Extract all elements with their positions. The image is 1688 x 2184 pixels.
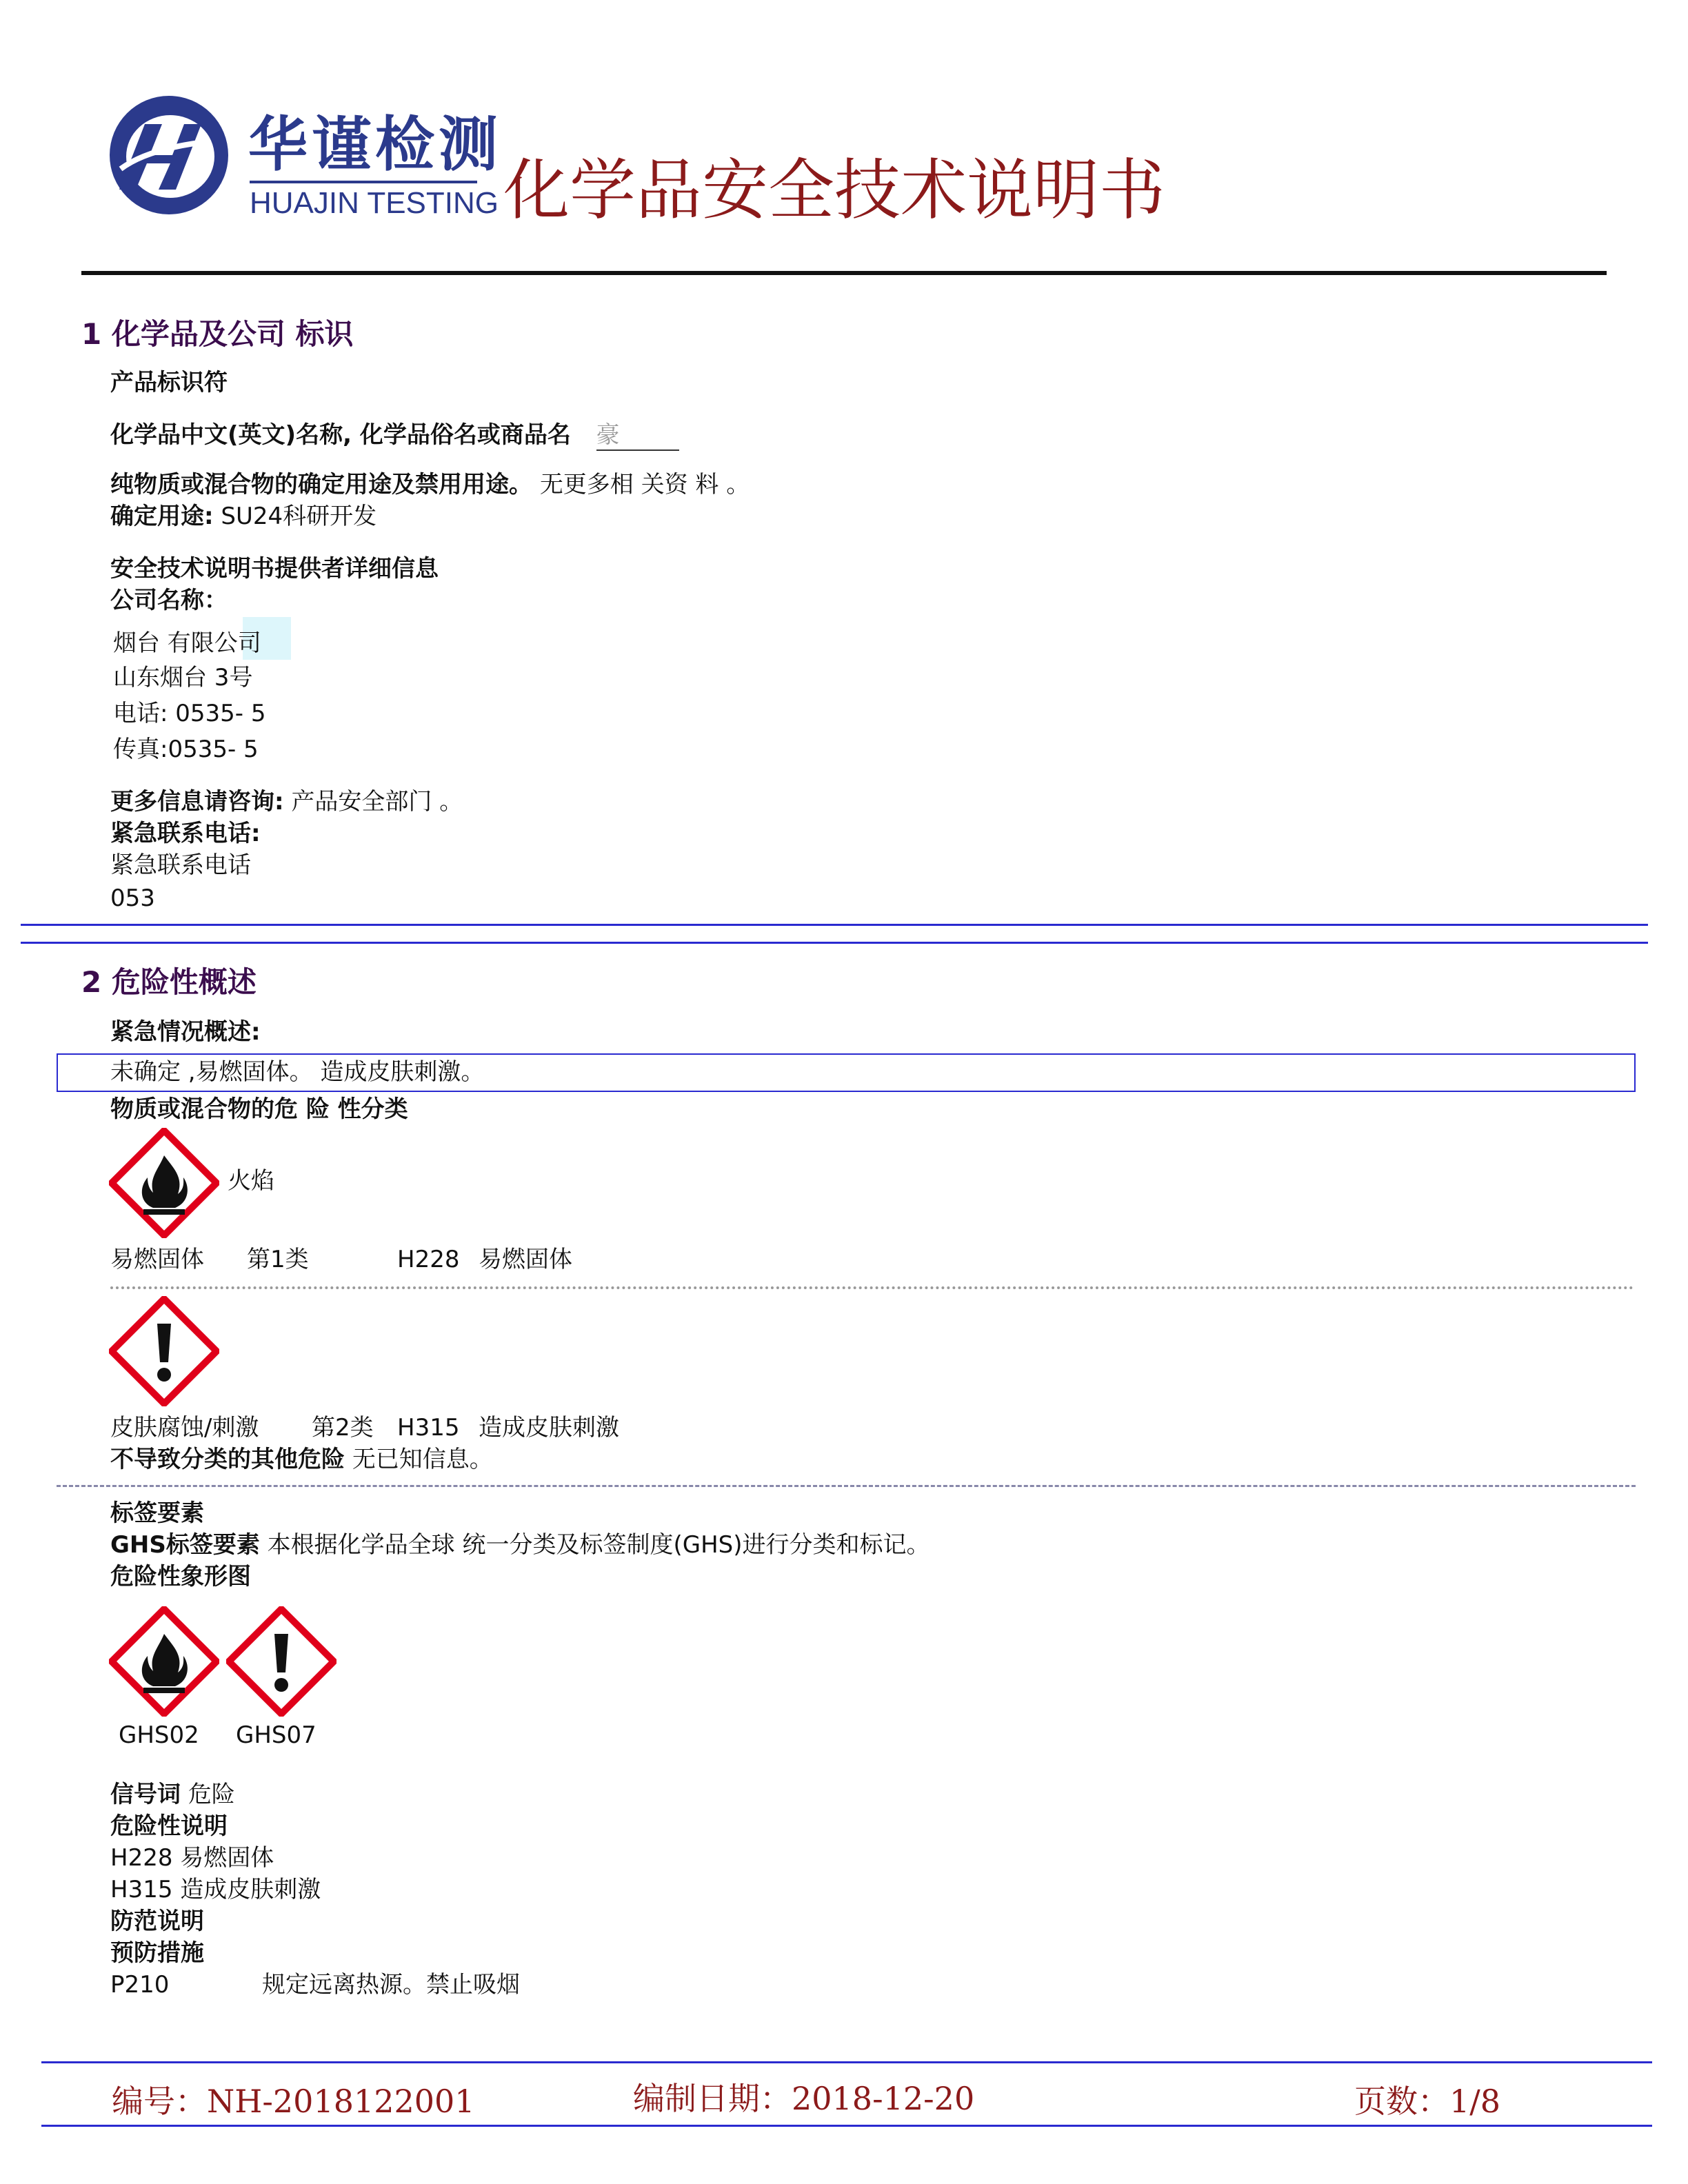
emergency-text: 紧急联系电话 — [110, 851, 251, 879]
section-divider-top — [21, 924, 1648, 926]
ghs-value: 本根据化学品全球 统一分类及标签制度(GHS)进行分类和标记。 — [267, 1531, 930, 1559]
logo-divider — [250, 181, 477, 183]
more-info-row — [110, 787, 463, 816]
section-2-title: 2 危险性概述 — [81, 965, 257, 999]
product-name-label: 化学品中文(英文)名称, 化学品俗名或商品名 — [110, 421, 571, 449]
company-fax: 传真:0535- 5 — [113, 736, 259, 763]
class2-category: 第2类 — [312, 1414, 374, 1442]
precaution-text: 规定远离热源。禁止吸烟 — [262, 1971, 520, 1999]
prevention-label: 预防措施 — [110, 1939, 204, 1967]
company-label: 公司名称： — [110, 587, 228, 614]
footer-rule-bottom — [41, 2125, 1652, 2127]
class1-code: H228 — [397, 1246, 460, 1273]
emergency-overview-text: 未确定 ,易燃固体。 造成皮肤刺激。 — [110, 1058, 485, 1086]
emergency-label: 紧急联系电话: — [110, 820, 261, 847]
signal-word-value: 危险 — [188, 1781, 235, 1808]
dashed-divider-2 — [57, 1485, 1636, 1487]
pictogram-code-ghs02: GHS02 — [119, 1721, 199, 1749]
section-divider-bottom — [21, 942, 1648, 944]
use-row — [110, 470, 750, 499]
footer-page-number: 页数：1/8 — [1354, 2083, 1501, 2120]
signal-word-label: 信号词 — [110, 1781, 181, 1808]
exclamation-icon — [226, 1606, 336, 1717]
determined-use-value: SU24科研开发 — [221, 503, 377, 530]
company-address: 山东烟台 3号 — [113, 664, 253, 691]
other-hazards-value: 无已知信息。 — [352, 1446, 493, 1473]
ghs-row — [110, 1530, 930, 1559]
flame-icon — [109, 1128, 219, 1238]
logo-cn-text: 华谨检测 — [248, 110, 502, 179]
provider-label: 安全技术说明书提供者详细信息 — [110, 555, 439, 583]
hazard-statement-1: H228 易燃固体 — [110, 1844, 274, 1872]
class2-code: H315 — [397, 1414, 460, 1442]
company-phone: 电话: 0535- 5 — [113, 700, 266, 727]
signal-word-row — [110, 1780, 235, 1809]
class2-name: 皮肤腐蚀/刺激 — [110, 1414, 259, 1442]
footer-doc-number: 编号：NH-2018122001 — [112, 2083, 475, 2120]
header-rule — [81, 271, 1607, 275]
class1-name: 易燃固体 — [110, 1246, 204, 1273]
emergency-number: 053 — [110, 884, 155, 912]
exclamation-icon — [109, 1296, 219, 1406]
determined-use-row — [110, 502, 376, 531]
flame-caption: 火焰 — [228, 1167, 274, 1195]
logo-en-text: HUAJIN TESTING — [250, 186, 499, 220]
precaution-label: 防范说明 — [110, 1908, 204, 1935]
use-label: 纯物质或混合物的确定用途及禁用用途。 — [110, 471, 532, 498]
pictogram-code-ghs07: GHS07 — [236, 1721, 316, 1749]
section-1-title: 1 化学品及公司 标识 — [81, 317, 354, 351]
dotted-divider-1 — [110, 1286, 1634, 1289]
classification-label: 物质或混合物的危 险 性分类 — [110, 1095, 408, 1123]
product-name-row — [110, 421, 679, 451]
footer-date: 编制日期：2018-12-20 — [633, 2080, 975, 2117]
other-hazards-row — [110, 1445, 493, 1474]
more-info-value: 产品安全部门 。 — [291, 788, 463, 816]
determined-use-label: 确定用途: — [110, 503, 214, 530]
class2-statement: 造成皮肤刺激 — [479, 1414, 619, 1442]
class1-category: 第1类 — [247, 1246, 309, 1273]
other-hazards-label: 不导致分类的其他危险 — [110, 1446, 345, 1473]
ghs-label: GHS标签要素 — [110, 1531, 260, 1559]
use-value: 无更多相 关资 料 。 — [539, 471, 750, 498]
hazard-statement-label: 危险性说明 — [110, 1812, 228, 1840]
footer-rule-top — [41, 2061, 1652, 2063]
company-name: 烟台 有限公司 — [113, 629, 261, 657]
precaution-code: P210 — [110, 1971, 170, 1999]
flame-icon — [109, 1606, 219, 1717]
company-logo — [107, 93, 231, 217]
label-elements-label: 标签要素 — [110, 1499, 204, 1527]
pictogram-label: 危险性象形图 — [110, 1563, 251, 1590]
product-name-value: 豪 — [596, 421, 679, 451]
product-identifier-label: 产品标识符 — [110, 369, 228, 396]
class1-statement: 易燃固体 — [479, 1246, 572, 1273]
more-info-label: 更多信息请咨询: — [110, 788, 284, 816]
document-title: 化学品安全技术说明书 — [503, 152, 1165, 229]
emergency-overview-label: 紧急情况概述: — [110, 1018, 261, 1046]
hazard-statement-2: H315 造成皮肤刺激 — [110, 1876, 321, 1903]
